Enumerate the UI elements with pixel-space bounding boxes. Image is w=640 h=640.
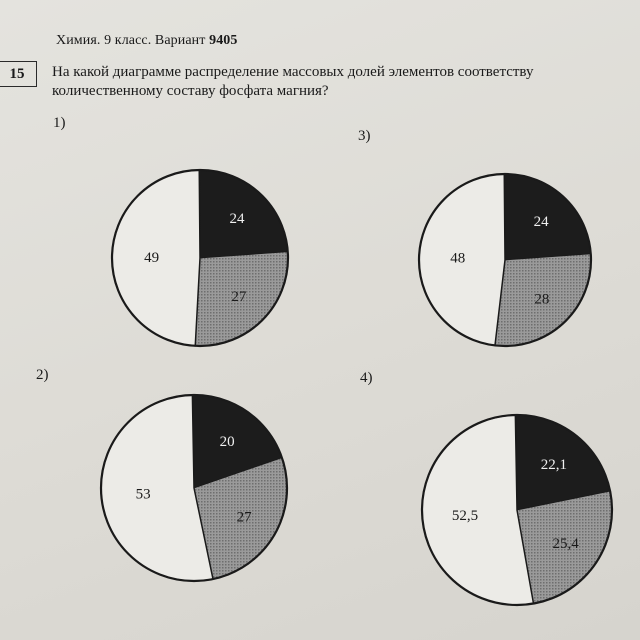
option-label-3[interactable]: 3) xyxy=(358,128,371,144)
white-sector-label: 52,5 xyxy=(451,508,479,525)
black-sector-label: 24 xyxy=(229,210,245,227)
option-label-2[interactable]: 2) xyxy=(36,367,49,383)
header-variant: 9405 xyxy=(209,33,238,48)
option-label-1[interactable]: 1) xyxy=(53,115,66,131)
white-sector-label: 49 xyxy=(144,249,160,266)
question-line-2: количественному составу фосфата магния? xyxy=(52,83,329,99)
black-sector-label: 22,1 xyxy=(540,457,568,474)
grey-sector-label: 28 xyxy=(534,291,550,308)
grey-sector-label: 27 xyxy=(231,289,247,306)
question-line-1: На какой диаграмме распределение массовых долей элементов соответству xyxy=(52,64,534,80)
header-subject: Химия. 9 класс. Вариант xyxy=(56,33,206,48)
white-sector-label: 48 xyxy=(450,250,466,267)
question-number: 15 xyxy=(0,61,37,87)
white-sector-label: 53 xyxy=(135,486,151,503)
black-sector-label: 20 xyxy=(219,433,235,450)
option-label-4[interactable]: 4) xyxy=(360,370,373,386)
grey-sector-label: 27 xyxy=(236,509,252,526)
black-sector-label: 24 xyxy=(533,213,549,230)
grey-sector-label: 25,4 xyxy=(552,536,579,553)
